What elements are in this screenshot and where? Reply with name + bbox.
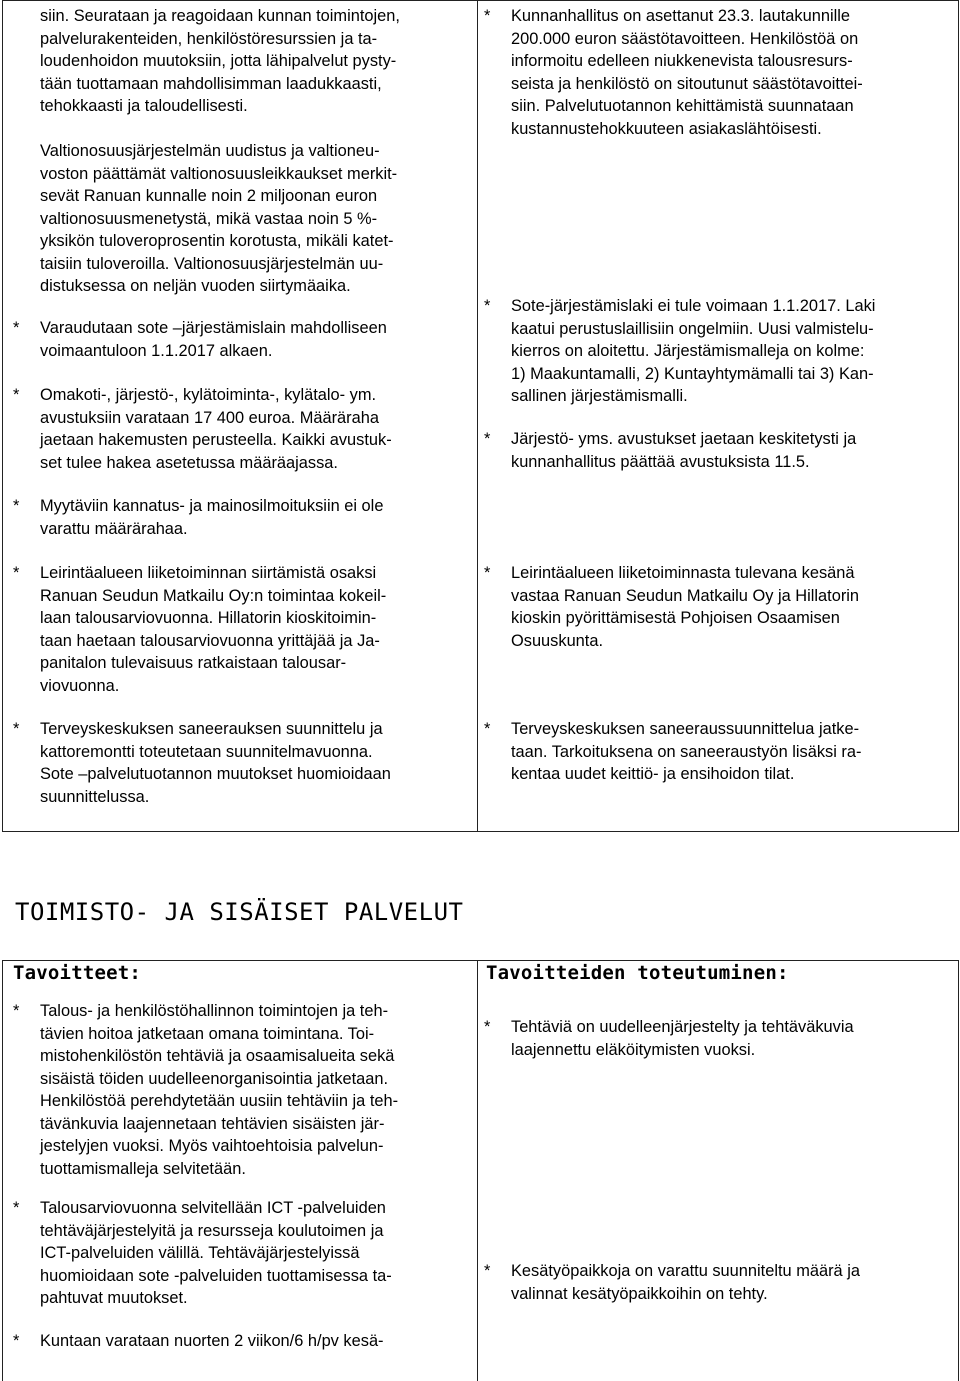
bullet-star: * (484, 7, 491, 25)
bullet-paragraph: * Terveyskeskuksen saneeraussuunnittelua jatke- taan. Tarkoituksena on saneeraustyön lisäksi ra- kentaa uudet keittiö- ja ensihoidon tilat. (484, 720, 862, 783)
bullet-paragraph: * Terveyskeskuksen saneerauksen suunnittelu ja kattoremontti toteutetaan suunnitelmavuonna. Sote –palvelutuotannon muutokset huomioidaan suunnittelussa. (13, 720, 391, 806)
bullet-paragraph: * Kesätyöpaikkoja on varattu suunniteltu määrä ja valinnat kesätyöpaikkoihin on tehty. (484, 1262, 860, 1303)
bullet-paragraph: * Tehtäviä on uudelleenjärjestelty ja tehtäväkuvia laajennettu eläköitymisten vuoksi. (484, 1018, 854, 1059)
section-title: TOIMISTO- JA SISÄISET PALVELUT (15, 898, 464, 926)
bullet-star: * (13, 720, 20, 738)
bullet-star: * (484, 564, 491, 582)
bullet-paragraph: * Kunnanhallitus on asettanut 23.3. lautakunnille 200.000 euron säästötavoitteen. Henkilöstöä on informoitu edelleen niukkenevista talousresurs- seista ja henkilöstö on sitoutunut säästötavoittei- siin. Palvelutuotannon kehittämistä suunnataan kustannustehokkuuteen asiakaslähtöisesti. (484, 7, 863, 138)
bullet-star: * (13, 1332, 20, 1350)
paragraph: Valtionosuusjärjestelmän uudistus ja valtioneu- voston päättämät valtionosuusleikkaukset merkit- sevät Ranuan kunnalle noin 2 miljoonan euron valtionosuusmenetystä, mikä vastaa noin 5 %- yksikön tuloveroprosentin korotusta, mikäli katet- taisiin tuloveroilla. Valtionosuusjärjestelmän uu- distuksessa on neljän vuoden siirtymäaika. (40, 142, 398, 295)
bullet-star: * (484, 297, 491, 315)
bullet-paragraph: * Omakoti-, järjestö-, kylätoiminta-, kylätalo- ym. avustuksiin varataan 17 400 euroa. Määräraha jaetaan hakemusten perusteella. Kaikki avustuk- set tulee hakea asetetussa määräajassa. (13, 386, 392, 472)
bullet-paragraph: * Myytäviin kannatus- ja mainosilmoituksiin ei ole varattu määrärahaa. (13, 497, 384, 538)
bullet-star: * (13, 386, 20, 404)
bullet-star: * (13, 1199, 20, 1217)
bullet-paragraph: * Talousarviovuonna selvitellään ICT -palveluiden tehtäväjärjestelyitä ja resursseja koulutoimen ja ICT-palveluiden välillä. Tehtäväjärjestelyissä huomioidaan sote -palveluiden tuottamisessa ta- pahtuvat muutokset. (13, 1199, 392, 1307)
bullet-star: * (13, 497, 20, 515)
bullet-star: * (484, 430, 491, 448)
bullet-star: * (484, 720, 491, 738)
column-divider (477, 1, 478, 831)
bullet-star: * (484, 1018, 491, 1036)
bullet-paragraph: * Talous- ja henkilöstöhallinnon toimintojen ja teh- tävien hoitoa jatketaan omana toimintana. Toi- mistohenkilöstön tehtäviä ja osaamisalueita sekä sisäistä töiden uudelleenorganisointia jatketaan. Henkilöstöä perehdytetään uusiin tehtäviin ja teh- tävänkuvia laajennetaan tehtävien sisäisten jär- jestelyjen vuoksi. Myös vaihtoehtoisia palvelun- tuottamismalleja selvitetään. (13, 1002, 399, 1178)
bullet-paragraph: * Järjestö- yms. avustukset jaetaan keskitetysti ja kunnanhallitus päättää avustuksista 11.5. (484, 430, 857, 471)
goals-achievement-heading: Tavoitteiden toteutuminen: (486, 962, 789, 984)
bullet-star: * (484, 1262, 491, 1280)
bullet-star: * (13, 564, 20, 582)
bullet-star: * (13, 1002, 20, 1020)
column-divider (477, 961, 478, 1381)
bullet-star: * (13, 319, 20, 337)
bullet-paragraph: * Leirintäalueen liiketoiminnan siirtämistä osaksi Ranuan Seudun Matkailu Oy:n toimintaa kokeil- laan talousarviovuonna. Hillatorin kioskitoimin- taan haetaan talousarviovuonna yrittäjää ja Ja- panitalon tulevaisuus ratkaistaan talousar- viovuonna. (13, 564, 387, 695)
bullet-paragraph: * Varaudutaan sote –järjestämislain mahdolliseen voimaantuloon 1.1.2017 alkaen. (13, 319, 387, 360)
paragraph: siin. Seurataan ja reagoidaan kunnan toimintojen, palvelurakenteiden, henkilöstöresurssien ja ta- loudenhoidon muutoksiin, jotta lähipalvelut pysty- tään tuottamaan mahdollisimman laadukkaasti, tehokkaasti ja taloudellisesti. (40, 7, 400, 115)
bullet-paragraph: * Leirintäalueen liiketoiminnasta tulevana kesänä vastaa Ranuan Seudun Matkailu Oy ja Hillatorin kioskin pyörittämisestä Pohjoisen Osaamisen Osuuskunta. (484, 564, 860, 650)
bullet-paragraph: * Kuntaan varataan nuorten 2 viikon/6 h/pv kesä- (40, 1330, 384, 1353)
bullet-paragraph: * Sote-järjestämislaki ei tule voimaan 1.1.2017. Laki kaatui perustuslaillisiin ongelmiin. Uusi valmistelu- kierros on aloitettu. Järjestämismalleja on kolme: 1) Maakuntamalli, 2) Kuntayhtymämalli tai 3) Kan- sallinen järjestämismalli. (484, 297, 876, 405)
goals-heading: Tavoitteet: (13, 962, 142, 984)
